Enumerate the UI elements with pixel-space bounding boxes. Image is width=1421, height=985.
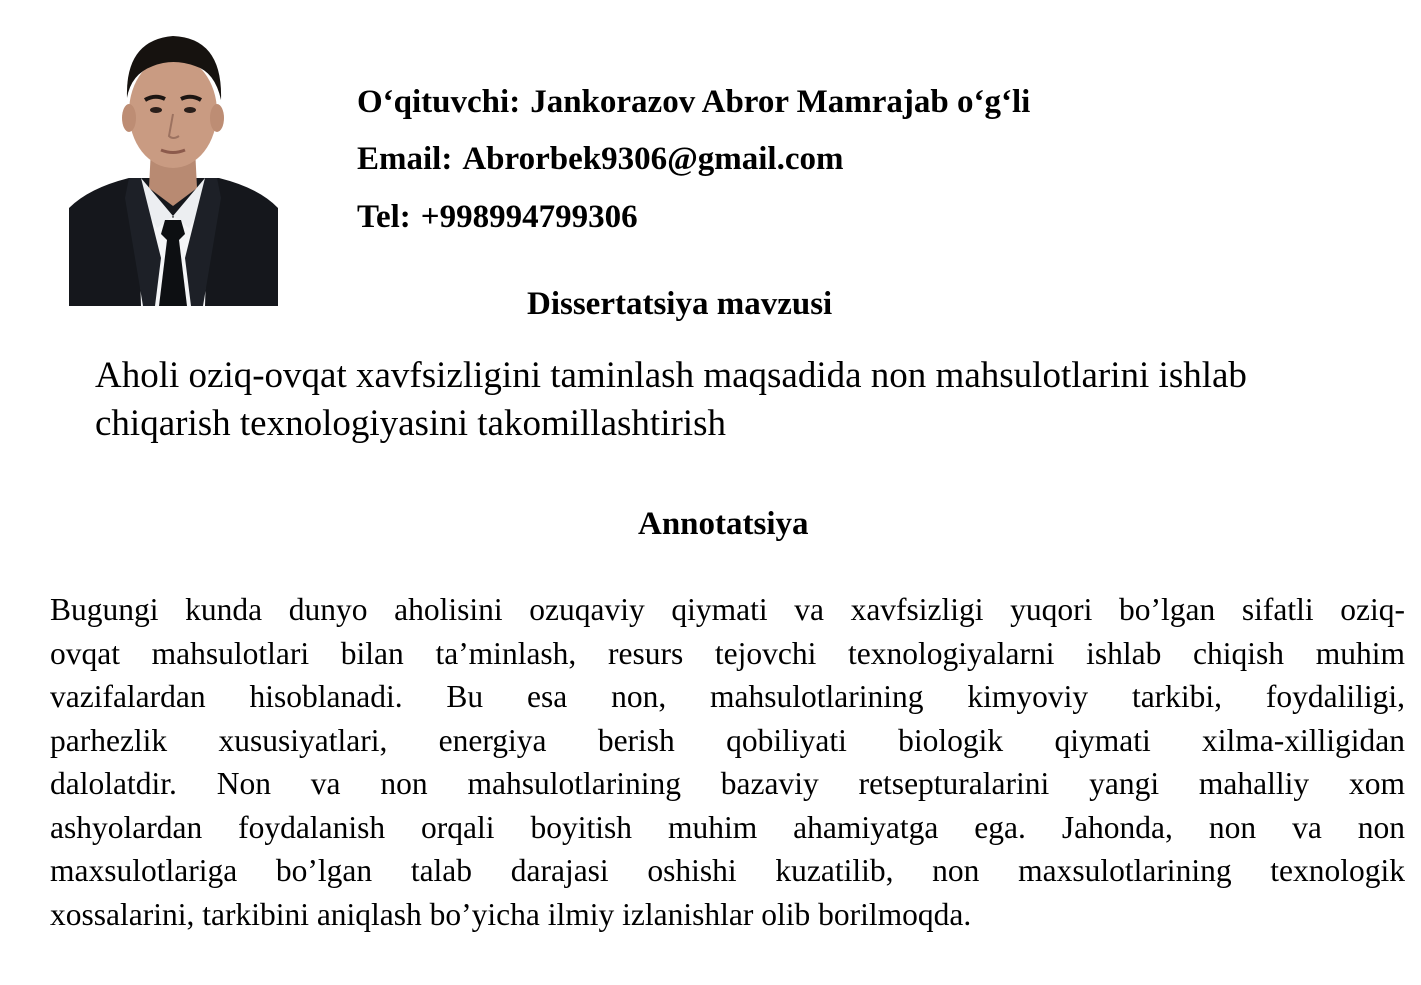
teacher-photo <box>69 28 278 306</box>
email-label: Email: <box>357 141 453 177</box>
annotation-body <box>50 588 1405 936</box>
annotation-line: vazifalardan hisoblanadi. Bu esa non, mahsulotlarining kimyoviy tarkibi, foydaliligi, <box>50 679 1405 714</box>
annotation-line: ashyolardan foydalanish orqali boyitish muhim ahamiyatga ega. Jahonda, non va non <box>50 809 1405 845</box>
dissertation-heading: Dissertatsiya mavzusi <box>527 286 833 322</box>
teacher-line <box>357 86 1030 119</box>
annotation-line: ovqat mahsulotlari bilan ta’minlash, resurs tejovchi texnologiyalarni ishlab chiqish muhim <box>50 635 1405 671</box>
annotation-line: xossalarini, tarkibini aniqlash bo’yicha ilmiy izlanishlar olib borilmoqda. <box>50 896 972 932</box>
teacher-name: Jankorazov Abror Mamrajab o‘g‘li <box>530 84 1031 120</box>
tel-line <box>357 201 638 234</box>
annotation-line: Bugungi kunda dunyo aholisini ozuqaviy qiymati va xavfsizligi yuqori bo’lgan sifatli oziq- <box>50 592 1405 627</box>
portrait-illustration <box>69 28 278 306</box>
annotation-heading: Annotatsiya <box>638 506 809 542</box>
teacher-label: O‘qituvchi: <box>357 84 521 120</box>
annotation-line: dalolatdir. Non va non mahsulotlarining bazaviy retsepturalarini yangi mahalliy xom <box>50 766 1405 801</box>
tel-value: +998994799306 <box>420 199 638 235</box>
tel-label: Tel: <box>357 199 411 235</box>
dissertation-topic: Aholi oziq-ovqat xavfsizligini taminlash maqsadida non mahsulotlarini ishlab chiqarish texnologiyasini takomillashtirish <box>95 355 1247 444</box>
annotation-line: maxsulotlariga bo’lgan talab darajasi oshishi kuzatilib, non maxsulotlarining texnologik <box>50 853 1405 888</box>
email-value: Abrorbek9306@gmail.com <box>462 141 844 177</box>
annotation-line: parhezlik xususiyatlari, energiya berish qobiliyati biologik qiymati xilma-xilligidan <box>50 722 1405 758</box>
email-line <box>357 143 843 176</box>
